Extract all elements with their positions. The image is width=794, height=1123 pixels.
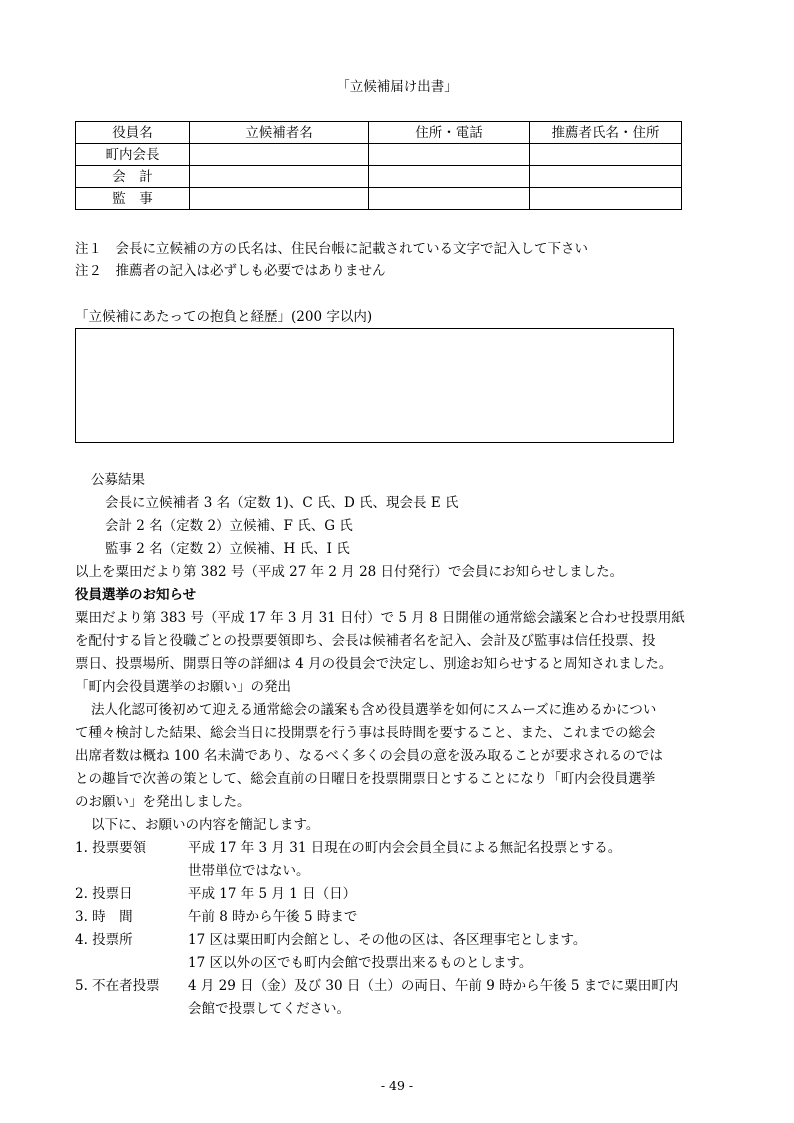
header-address-phone: 住所・電話: [369, 122, 530, 144]
table-header-row: [76, 122, 682, 144]
header-candidate-name: 立候補者名: [190, 122, 369, 144]
results-item: 会長に立候補者 3 名（定数 1)、C 氏、D 氏、現会長 E 氏: [105, 495, 459, 511]
cell-candidate-name: [190, 166, 369, 188]
row-role: 監 事: [76, 188, 190, 210]
summary-item-text: 4 月 29 日（金）及び 30 日（土）の両日、午前 9 時から午後 5 までに粟田町内: [188, 978, 679, 994]
summary-item-label: 2. 投票日: [75, 886, 133, 902]
summary-item-text: 平成 17 年 3 月 31 日現在の町内会会員全員による無記名投票とする。: [188, 840, 622, 856]
header-recommender: 推薦者氏名・住所: [530, 122, 682, 144]
cell-candidate-name: [190, 188, 369, 210]
summary-item-text: 会館で投票してください。: [188, 1001, 350, 1017]
note-2: 注２ 推薦者の記入は必ずしも必要ではありません: [75, 263, 386, 279]
cell-candidate-name: [190, 144, 369, 166]
election-notice-line: 粟田だより第 383 号（平成 17 年 3 月 31 日付）で 5 月 8 日開催の通常総会議案と合わせ投票用紙: [75, 610, 685, 626]
summary-item-label: 1. 投票要領: [75, 840, 147, 856]
request-line: のお願い」を発出しました。: [75, 794, 251, 810]
request-heading: 「町内会役員選挙のお願い」の発出: [75, 679, 291, 695]
header-role: 役員名: [76, 122, 190, 144]
page-number: - 49 -: [380, 1078, 414, 1093]
row-role: 会 計: [76, 166, 190, 188]
note-1: 注１ 会長に立候補の方の氏名は、住民台帳に記載されている文字で記入して下さい: [75, 241, 588, 257]
essay-label: 「立候補にあたっての抱負と経歴」(200 字以内): [75, 309, 373, 325]
results-heading: 公募結果: [91, 472, 145, 488]
cell-address-phone: [369, 144, 530, 166]
results-item: 監事 2 名（定数 2）立候補、H 氏、I 氏: [105, 541, 350, 557]
essay-box: [75, 328, 674, 443]
cell-recommender: [530, 166, 682, 188]
results-item: 会計 2 名（定数 2）立候補、F 氏、G 氏: [105, 518, 353, 534]
table-row: [76, 144, 682, 166]
election-notice-heading: 役員選挙のお知らせ: [75, 587, 197, 603]
row-role: 町内会長: [76, 144, 190, 166]
candidate-table: [75, 121, 682, 210]
request-line: との趣旨で次善の策として、総会直前の日曜日を投票開票日とすることになり「町内会役員選挙: [75, 771, 656, 787]
summary-item-text: 世帯単位ではない。: [188, 863, 310, 879]
election-notice-line: 票日、投票場所、開票日等の詳細は 4 月の役員会で決定し、別途お知らせすると周知されました。: [75, 656, 673, 672]
request-line: 出席者数は概ね 100 名未満であり、なるべく多くの会員の意を汲み取ることが要求されるのでは: [75, 748, 663, 764]
table-row: [76, 188, 682, 210]
request-line: 法人化認可後初めて迎える通常総会の議案も含め役員選挙を如何にスムーズに進めるかについ: [91, 702, 657, 718]
election-notice-line: を配付する旨と役職ごとの投票要領即ち、会長は候補者名を記入、会計及び監事は信任投票、投: [75, 633, 656, 649]
cell-recommender: [530, 188, 682, 210]
summary-item-label: 5. 不在者投票: [75, 978, 160, 994]
cell-address-phone: [369, 188, 530, 210]
cell-recommender: [530, 144, 682, 166]
summary-item-text: 平成 17 年 5 月 1 日（日）: [188, 886, 357, 902]
results-notice: 以上を粟田だより第 382 号（平成 27 年 2 月 28 日付発行）で会員にお知らせしました。: [75, 564, 624, 580]
cell-address-phone: [369, 166, 530, 188]
summary-item-text: 17 区は粟田町内会館とし、その他の区は、各区理事宅とします。: [188, 932, 587, 948]
request-line: 以下に、お願いの内容を簡記します。: [91, 817, 320, 833]
summary-item-label: 4. 投票所: [75, 932, 133, 948]
request-line: て種々検討した結果、総会当日に投開票を行う事は長時間を要すること、また、これまでの総会: [75, 725, 656, 741]
table-row: [76, 166, 682, 188]
summary-item-text: 午前 8 時から午後 5 時まで: [188, 909, 358, 925]
summary-item-label: 3. 時 間: [75, 909, 133, 925]
summary-item-text: 17 区以外の区でも町内会館で投票出来るものとします。: [188, 955, 533, 971]
form-title: 「立候補届け出書」: [336, 79, 458, 95]
